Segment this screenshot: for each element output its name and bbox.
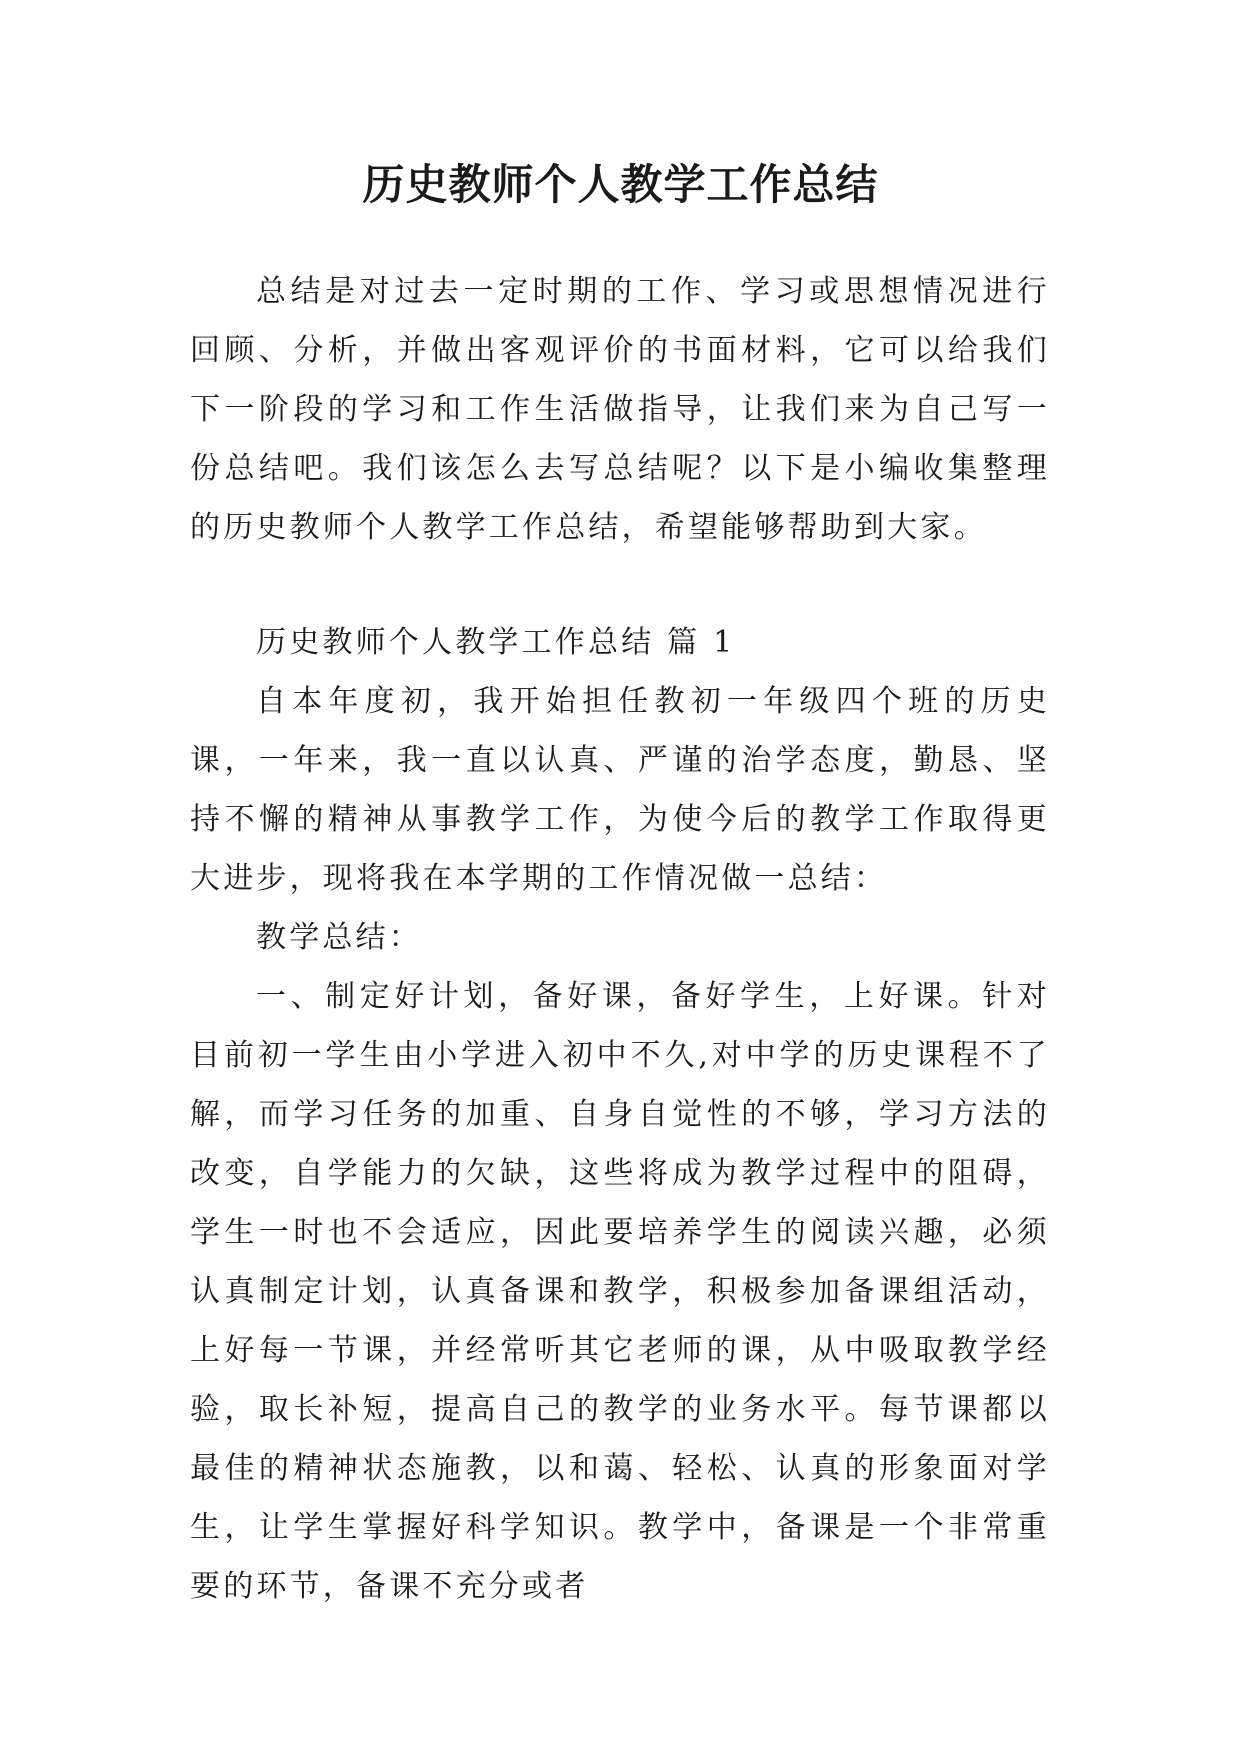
document-body (190, 262, 1050, 1616)
intro-paragraph: 总结是对过去一定时期的工作、学习或思想情况进行回顾、分析，并做出客观评价的书面材料，它可以给我们下一阶段的学习和工作生活做指导，让我们来为自己写一份总结吧。我们该怎么去写总结呢？以下是小编收集整理的历史教师个人教学工作总结，希望能够帮助到大家。 (190, 274, 1050, 545)
paragraph-gap (190, 557, 1050, 613)
subheading-paragraph: 教学总结： (256, 920, 422, 955)
section-heading: 历史教师个人教学工作总结 篇 1 (256, 625, 736, 660)
body-paragraph: 一、制定好计划，备好课，备好学生，上好课。针对目前初一学生由小学进入初中不久,对中学的历史课程不了解，而学习任务的加重、自身自觉性的不够，学习方法的改变，自学能力的欠缺，这些将成为教学过程中的阻碍，学生一时也不会适应，因此要培养学生的阅读兴趣，必须认真制定计划，认真备课和教学，积极参加备课组活动，上好每一节课，并经常听其它老师的课，从中吸取教学经验，取长补短，提高自己的教学的业务水平。每节课都以最佳的精神状态施教，以和蔼、轻松、认真的形象面对学生，让学生掌握好科学知识。教学中，备课是一个非常重要的环节，备课不充分或者 (190, 979, 1050, 1604)
document-title: 历史教师个人教学工作总结 (362, 160, 879, 209)
body-paragraph: 自本年度初，我开始担任教初一年级四个班的历史课，一年来，我一直以认真、严谨的治学态度，勤恳、坚持不懈的精神从事教学工作，为使今后的教学工作取得更大进步，现将我在本学期的工作情况做一总结： (190, 684, 1050, 896)
